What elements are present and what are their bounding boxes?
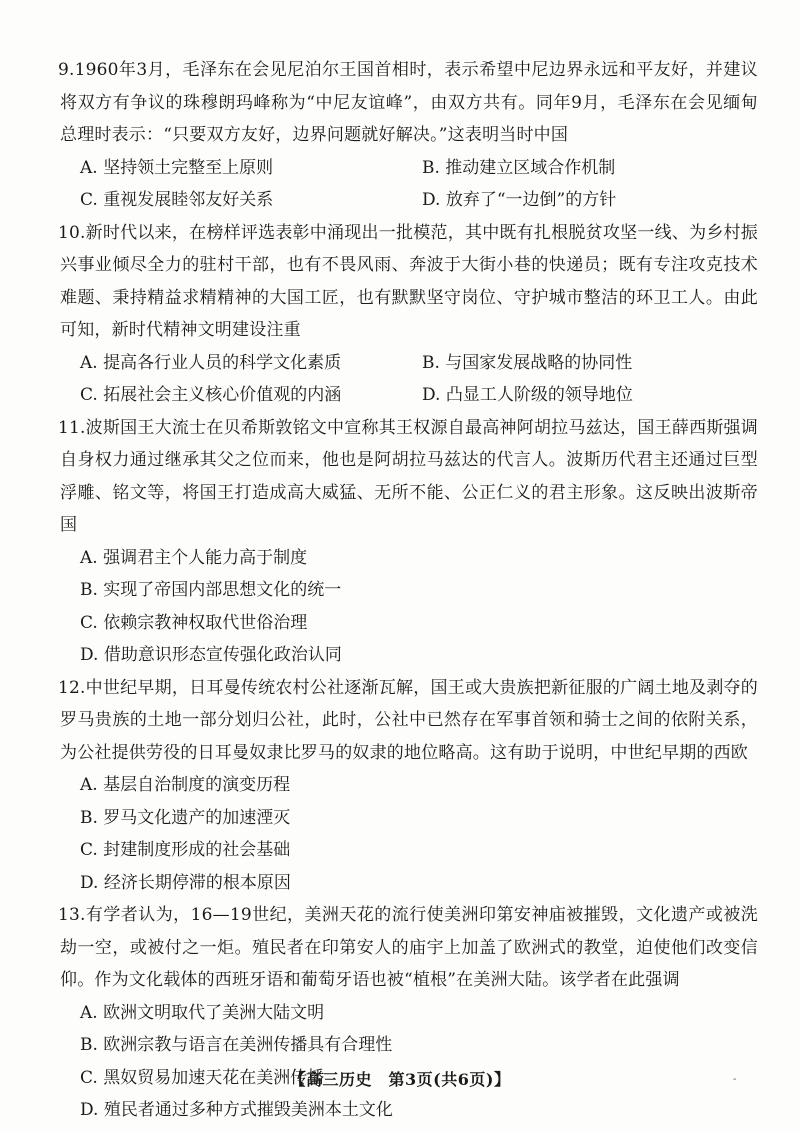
option-a[interactable]: A. 提高各行业人员的科学文化素质 [80,352,342,373]
option-c[interactable]: C. 黑奴贸易加速天花在美洲传播 [80,1067,325,1088]
options-list [60,769,758,899]
options-grid [60,347,758,412]
option-b[interactable]: B. 罗马文化遗产的加速湮灭 [80,807,291,828]
option-c[interactable]: C. 拓展社会主义核心价值观的内涵 [80,385,342,405]
question-stem: 9.1960年3月，毛泽东在会见尼泊尔王国首相时，表示希望中尼边界永远和平友好，并建议将双方有争议的珠穆朗玛峰称为“中尼友谊峰”，由双方共有。同年9月，毛泽东在会见缅甸总理时表示：“只要双方友好，边界问题就好解决。”这表明当时中国 [58,60,758,145]
question-stem: 12.中世纪早期，日耳曼传统农村公社逐渐瓦解，国王或大贵族把新征服的广阔土地及剥夺的罗马贵族的土地一部分划归公社，此时，公社中已然存在军事首领和骑士之间的依附关系，为公社提供劳役的日耳曼奴隶比罗马的奴隶的地位略高。这有助于说明，中世纪早期的西欧 [58,677,758,763]
question-stem: 11.波斯国王大流士在贝希斯敦铭文中宣称其王权源自最高神阿胡拉马兹达，国王薛西斯强调自身权力通过继承其父之位而来，他也是阿胡拉马兹达的代言人。波斯历代君主还通过巨型浮雕、铭文等，将国王打造成高大威猛、无所不能、公正仁义的君主形象。这反映出波斯帝国 [58,417,758,535]
page-footer: 【高三历史 第3页(共6页)】 [289,1070,511,1089]
option-a[interactable]: A. 欧洲文明取代了美洲大陆文明 [80,1002,325,1023]
option-b[interactable]: B. 与国家发展战略的协同性 [422,352,633,373]
option-d[interactable]: D. 借助意识形态宣传强化政治认同 [80,645,342,665]
options-grid [60,152,758,217]
question-12 [60,672,758,900]
option-c[interactable]: C. 重视发展睦邻友好关系 [80,190,274,210]
option-d[interactable]: D. 殖民者通过多种方式摧毁美洲本土文化 [80,1100,393,1120]
corner-mark: - [733,1074,737,1085]
option-b[interactable]: B. 推动建立区域合作机制 [422,157,616,178]
option-b[interactable]: B. 欧洲宗教与语言在美洲传播具有合理性 [80,1035,393,1055]
option-d[interactable]: D. 经济长期停滞的根本原因 [80,872,291,893]
option-a[interactable]: A. 基层自治制度的演变历程 [80,775,291,795]
option-c[interactable]: C. 封建制度形成的社会基础 [80,840,291,860]
option-a[interactable]: A. 坚持领土完整至上原则 [80,157,274,178]
option-a[interactable]: A. 强调君主个人能力高于制度 [80,547,308,568]
question-13 [60,899,758,1127]
question-stem: 10.新时代以来，在榜样评选表彰中涌现出一批模范，其中既有扎根脱贫攻坚一线、为乡村振兴事业倾尽全力的驻村干部，也有不畏风雨、奔波于大街小巷的快递员；既有专注攻克技术难题、秉持精益求精精神的大国工匠，也有默默坚守岗位、守护城市整洁的环卫工人。由此可知，新时代精神文明建设注重 [58,222,758,340]
option-b[interactable]: B. 实现了帝国内部思想文化的统一 [80,580,342,600]
option-d[interactable]: D. 凸显工人阶级的领导地位 [422,385,633,405]
question-11 [60,412,758,672]
question-10 [60,217,758,412]
option-c[interactable]: C. 依赖宗教神权取代世俗治理 [80,612,308,633]
options-list [60,542,758,672]
option-d[interactable]: D. 放弃了“一边倒”的方针 [422,190,617,210]
question-stem: 13.有学者认为，16—19世纪，美洲天花的流行使美洲印第安神庙被摧毁，文化遗产或被洗劫一空，或被付之一炬。殖民者在印第安人的庙宇上加盖了欧洲式的教堂，迫使他们改变信仰。作为文化载体的西班牙语和葡萄牙语也被“植根”在美洲大陆。该学者在此强调 [58,905,758,990]
question-9 [60,54,758,217]
options-list [60,997,758,1127]
